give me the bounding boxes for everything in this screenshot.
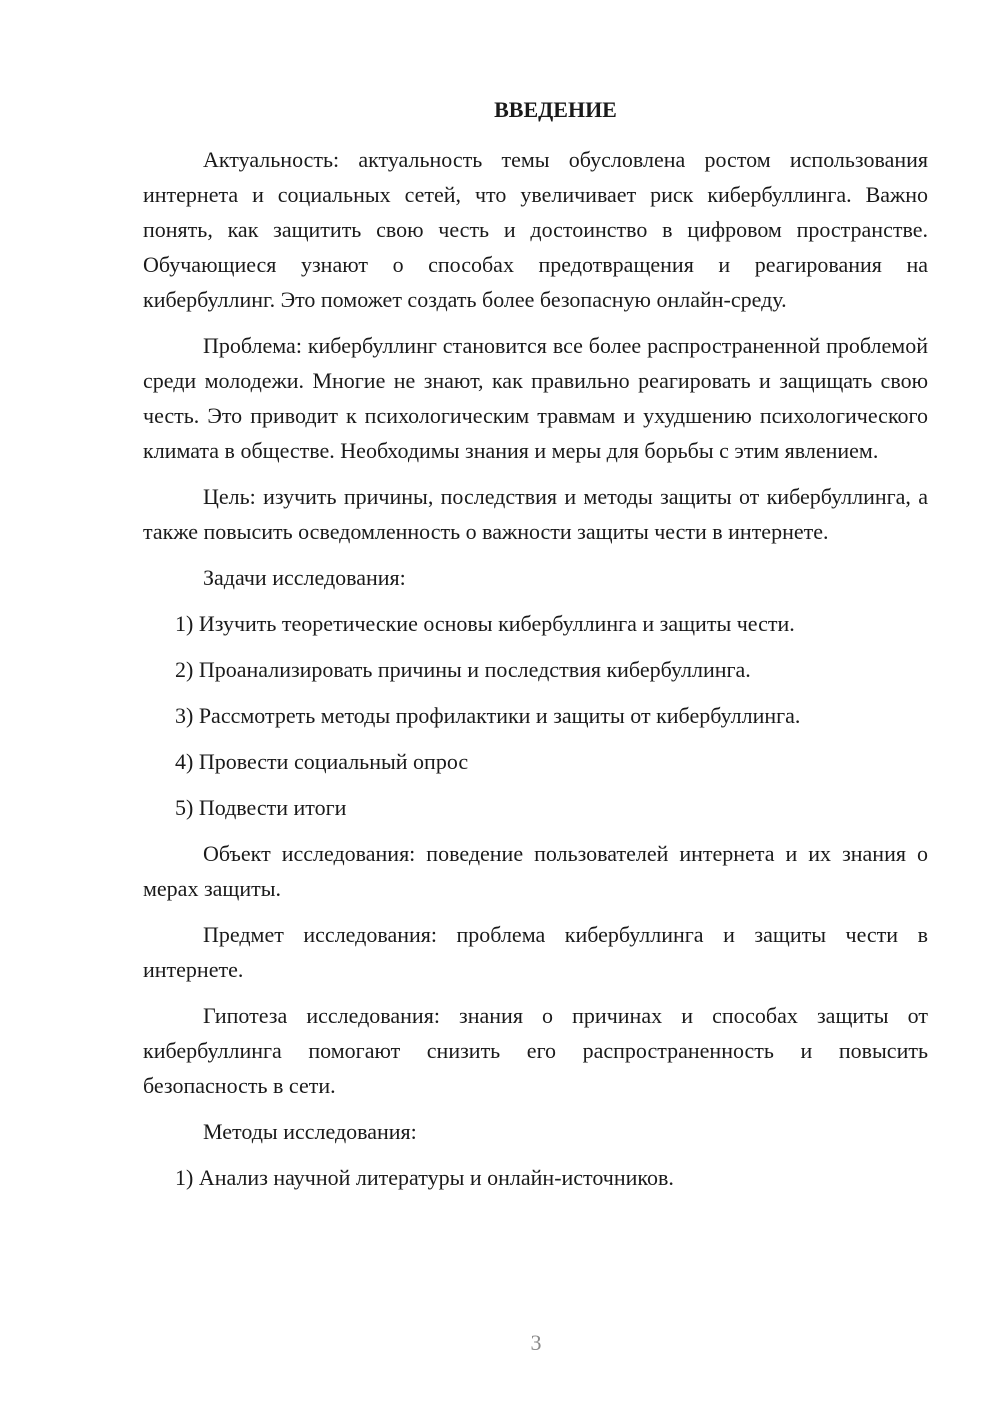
page-number: 3 (530, 1330, 542, 1355)
task-item: 1) Изучить теоретические основы кибербуллинга и защиты чести. (175, 611, 795, 636)
subject-paragraph: Предмет исследования: проблема кибербуллинга и защиты чести в интернете. (143, 922, 928, 982)
object-paragraph: Объект исследования: поведение пользователей интернета и их знания о мерах защиты. (143, 841, 928, 901)
task-item: 5) Подвести итоги (175, 795, 347, 820)
goal-paragraph: Цель: изучить причины, последствия и методы защиты от кибербуллинга, а также повысить осведомленность о важности защиты чести в интернете. (143, 484, 928, 544)
task-item: 2) Проанализировать причины и последствия кибербуллинга. (175, 657, 751, 682)
methods-heading: Методы исследования: (203, 1119, 417, 1144)
hypothesis-paragraph: Гипотеза исследования: знания о причинах и способах защиты от кибербуллинга помогают снизить его распространенность и повысить безопасность в сети. (143, 1003, 928, 1098)
task-item: 3) Рассмотреть методы профилактики и защиты от кибербуллинга. (175, 703, 801, 728)
problem-paragraph: Проблема: кибербуллинг становится все более распространенной проблемой среди молодежи. Многие не знают, как правильно реагировать и защищать свою честь. Это приводит к психологическим травмам и ухудшению психологического климата в обществе. Необходимы знания и меры для борьбы с этим явлением. (143, 333, 928, 463)
tasks-heading: Задачи исследования: (203, 565, 406, 590)
relevance-paragraph: Актуальность: актуальность темы обусловлена ростом использования интернета и социальных сетей, что увеличивает риск кибербуллинга. Важно понять, как защитить свою честь и достоинство в цифровом пространстве. Обучающиеся узнают о способах предотвращения и реагирования на кибербуллинг. Это поможет создать более безопасную онлайн-среду. (143, 147, 928, 312)
section-title: ВВЕДЕНИЕ (494, 97, 617, 122)
method-item: 1) Анализ научной литературы и онлайн-источников. (175, 1165, 674, 1190)
document-page (143, 92, 928, 1206)
task-item: 4) Провести социальный опрос (175, 749, 469, 774)
